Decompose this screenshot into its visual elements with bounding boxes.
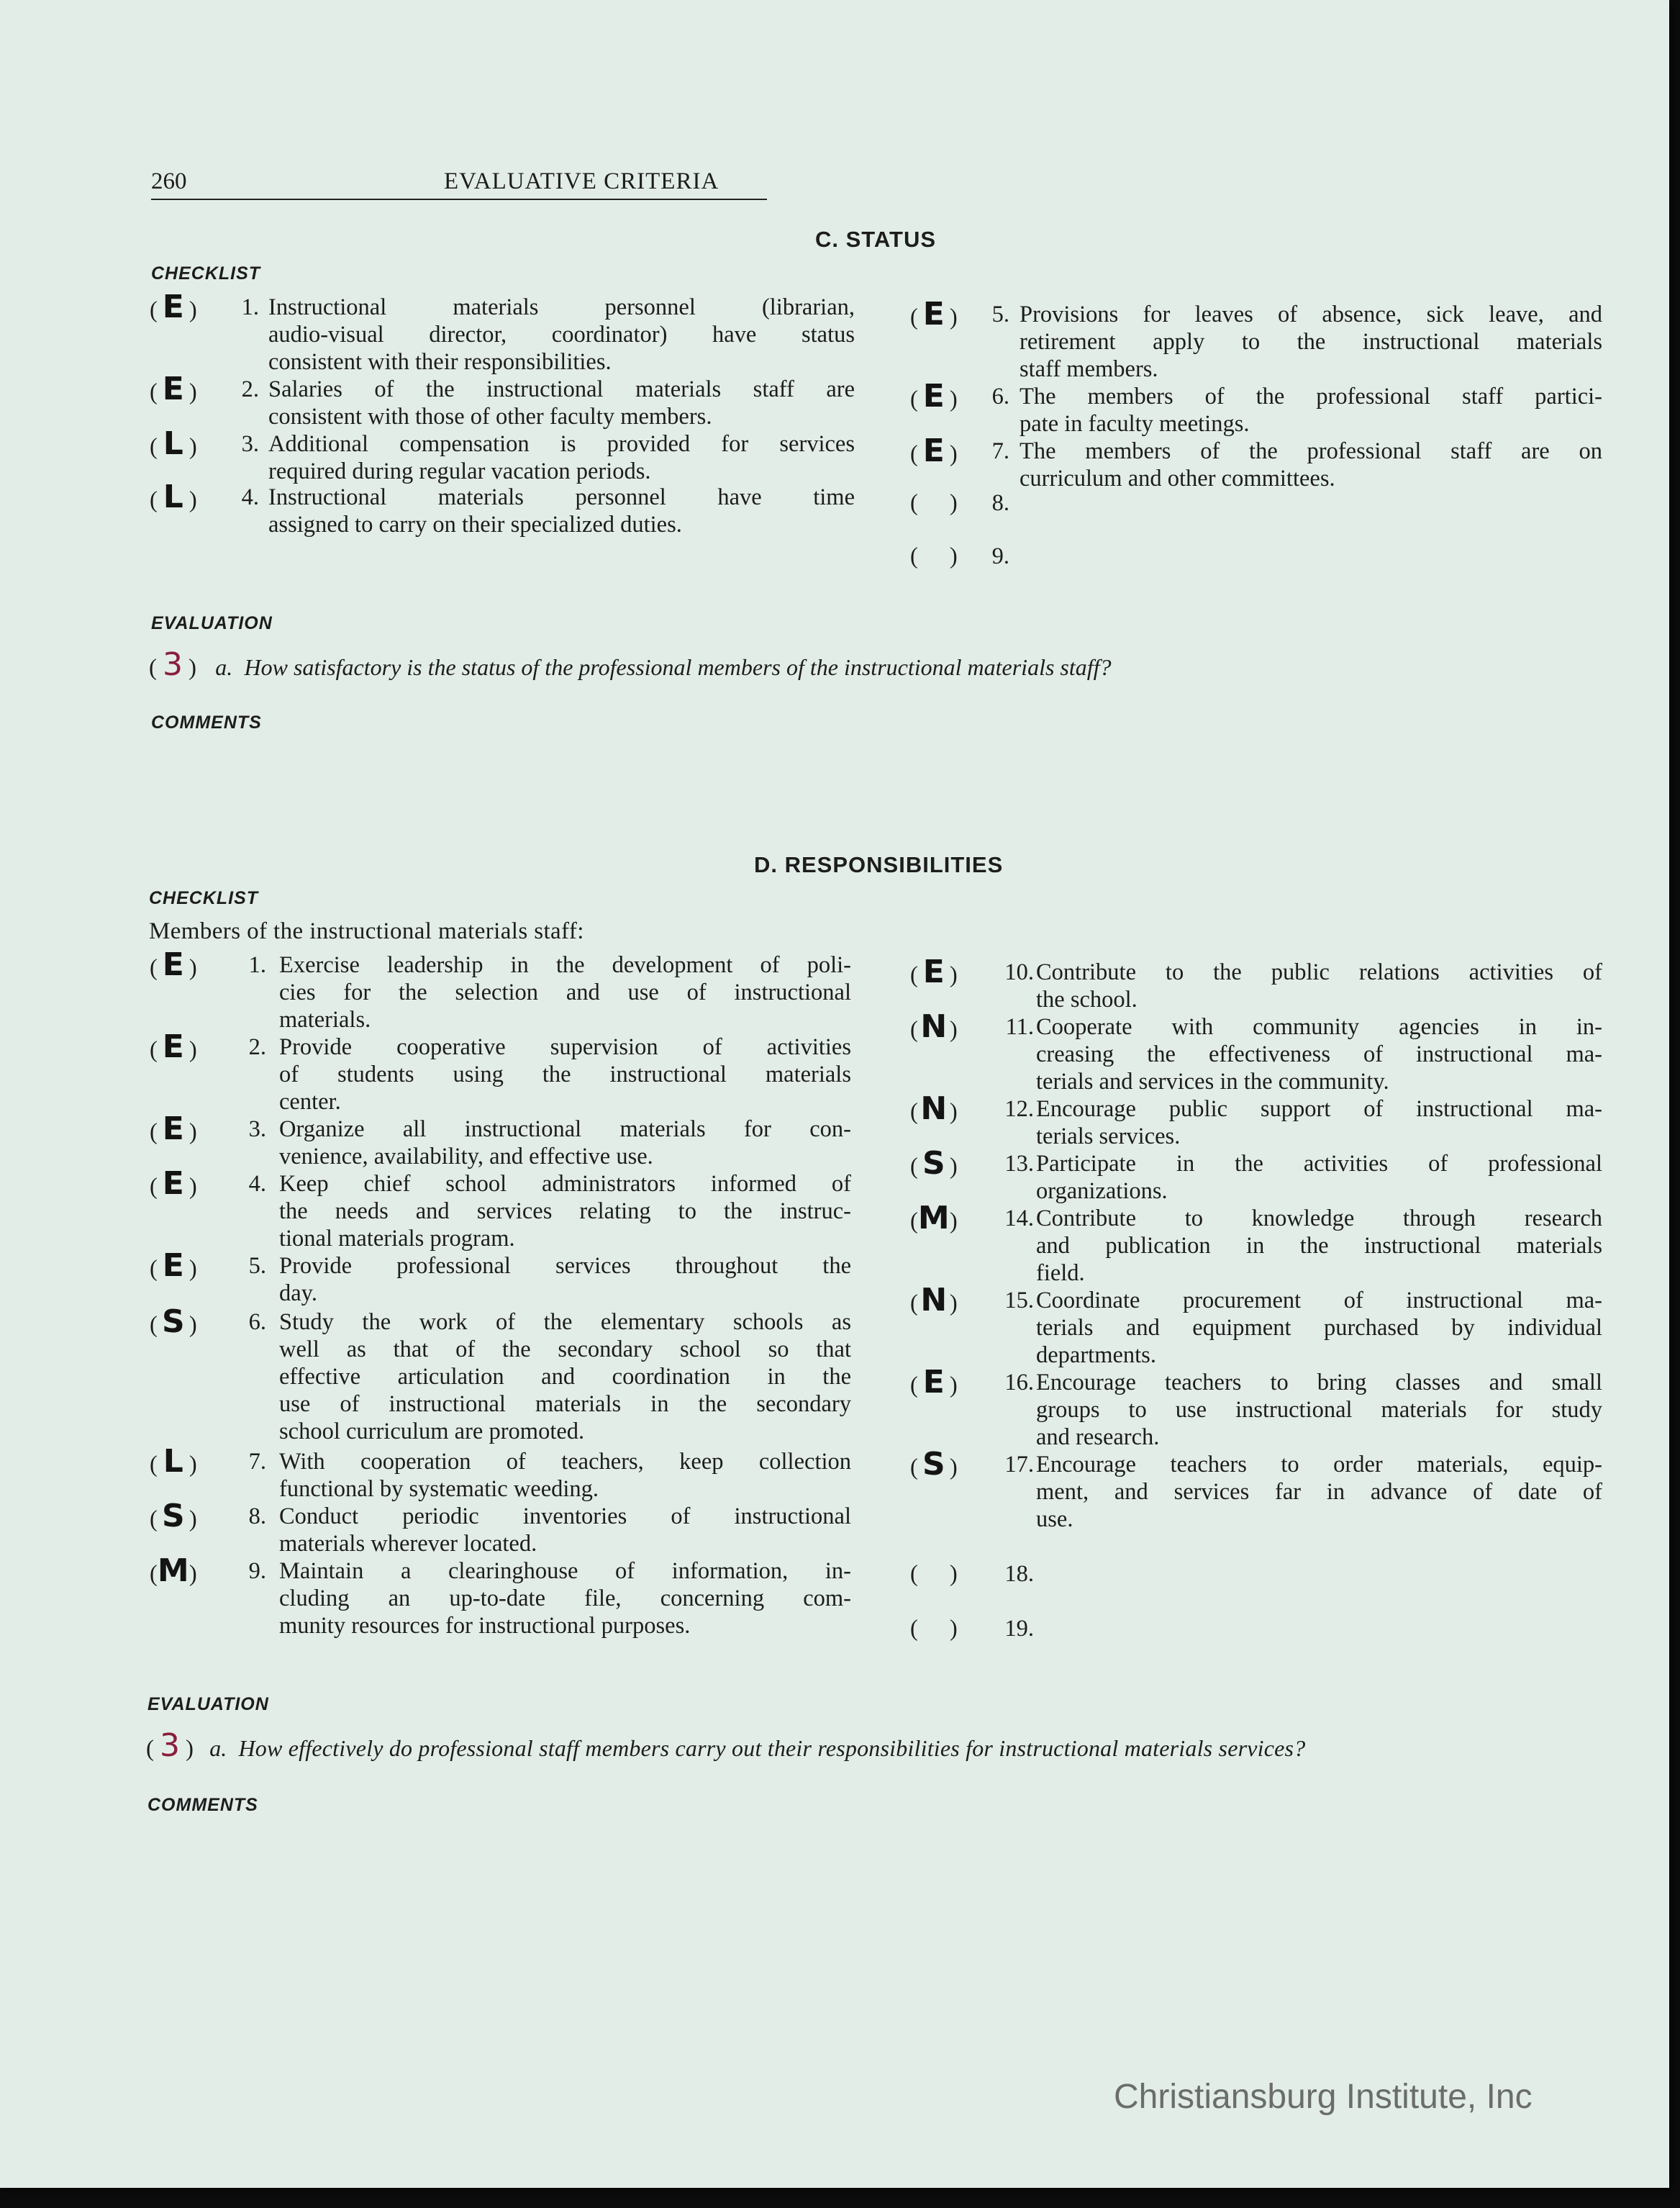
status-evaluation-row: ( 3 ) a. How satisfactory is the status of the professional members of the instructional materials staff? xyxy=(149,646,1112,683)
item-text-line: staff members. xyxy=(1020,356,1158,382)
item-text-line: Contribute to knowledge through research xyxy=(1036,1205,1602,1231)
item-text xyxy=(279,1557,851,1639)
status-evaluation-mark: 3 xyxy=(163,646,183,683)
rating-mark[interactable]: ( S ) xyxy=(910,1446,958,1483)
item-text-line: terials services. xyxy=(1036,1123,1181,1149)
rating-mark[interactable]: (N ) xyxy=(910,1008,958,1045)
checklist-item xyxy=(910,543,1602,570)
item-text-line: Participate in the activities of professional xyxy=(1036,1151,1602,1177)
item-text xyxy=(1036,1369,1602,1451)
rating-mark[interactable]: (M) xyxy=(910,1200,958,1236)
rating-mark[interactable]: ( ) xyxy=(910,1561,958,1587)
item-text-line: field. xyxy=(1036,1260,1085,1286)
responsibilities-intro: Members of the instructional materials staff: xyxy=(149,918,584,944)
checklist-item xyxy=(910,1615,1602,1642)
running-title: EVALUATIVE CRITERIA xyxy=(444,168,719,194)
item-text-line: creasing the effectiveness of instructional ma- xyxy=(1036,1041,1602,1067)
item-text-line: Encourage public support of instructional ma- xyxy=(1036,1096,1602,1122)
checklist-item xyxy=(150,1303,851,1445)
checklist-item xyxy=(150,1552,851,1639)
item-number: 12. xyxy=(1004,1096,1034,1122)
item-text-line: assigned to carry on their specialized duties. xyxy=(268,512,682,538)
checklist-item xyxy=(910,433,1602,492)
item-text-line: retirement apply to the instructional materials xyxy=(1020,329,1602,355)
checklist-item xyxy=(910,489,1602,517)
item-text xyxy=(268,484,855,538)
checklist-item xyxy=(150,1028,851,1116)
item-number: 7. xyxy=(248,1449,266,1475)
rating-mark[interactable]: ( ) xyxy=(910,1616,958,1642)
checklist-item xyxy=(150,946,851,1033)
item-number: 10. xyxy=(1004,959,1034,985)
item-text-line: cluding an up-to-date file, concerning com- xyxy=(279,1585,851,1611)
item-text-line: tional materials program. xyxy=(279,1226,515,1252)
item-text-line: Provide professional services throughout the xyxy=(279,1253,851,1279)
checklist-item xyxy=(910,378,1602,437)
handwritten-rating: E xyxy=(162,371,184,407)
checklist-item xyxy=(910,1200,1602,1287)
rating-mark[interactable]: ( E ) xyxy=(150,1165,197,1202)
handwritten-rating: E xyxy=(162,289,184,325)
responsibilities-evaluation-letter: a. xyxy=(209,1735,227,1761)
checklist-item xyxy=(910,1560,1602,1588)
item-text-line: Conduct periodic inventories of instructional xyxy=(279,1503,851,1529)
watermark: Christiansburg Institute, Inc xyxy=(1114,2078,1533,2116)
item-text-line: Contribute to the public relations activities of xyxy=(1036,959,1602,985)
handwritten-rating: N xyxy=(920,1282,948,1318)
checklist-item xyxy=(910,1364,1602,1451)
checklist-item xyxy=(910,1008,1602,1095)
checklist-item xyxy=(910,1145,1602,1205)
rating-mark[interactable]: ( S ) xyxy=(910,1145,958,1182)
item-text-line: terials and equipment purchased by individual xyxy=(1036,1315,1602,1341)
responsibilities-section-title: D. RESPONSIBILITIES xyxy=(754,852,1004,877)
item-text xyxy=(1020,301,1602,383)
rating-mark[interactable]: (N ) xyxy=(910,1090,958,1127)
handwritten-rating: N xyxy=(920,1090,948,1127)
rating-mark[interactable]: ( S ) xyxy=(150,1303,197,1340)
rating-mark[interactable]: ( E ) xyxy=(910,378,958,415)
item-number: 16. xyxy=(1004,1370,1034,1395)
item-text-line: school curriculum are promoted. xyxy=(279,1419,585,1444)
item-text-line: The members of the professional staff are on xyxy=(1020,438,1602,464)
item-text-line: Study the work of the elementary schools as xyxy=(279,1309,851,1335)
rating-mark[interactable]: ( ) xyxy=(910,543,958,569)
rating-mark[interactable]: ( E ) xyxy=(910,296,958,332)
item-text-line: Provide cooperative supervision of activities xyxy=(279,1034,851,1060)
running-header xyxy=(151,167,767,200)
handwritten-rating: E xyxy=(162,1110,184,1147)
item-text-line: Instructional materials personnel have time xyxy=(268,484,855,510)
item-number: 1. xyxy=(241,294,259,320)
handwritten-rating: E xyxy=(162,946,184,983)
item-text xyxy=(268,376,855,430)
checklist-item xyxy=(150,1498,851,1557)
rating-mark[interactable]: ( E ) xyxy=(150,1028,197,1065)
item-text-line: venience, availability, and effective use. xyxy=(279,1144,653,1169)
item-text xyxy=(1036,1205,1602,1287)
item-text-line: materials wherever located. xyxy=(279,1531,537,1557)
rating-mark[interactable]: ( E ) xyxy=(150,371,197,407)
handwritten-rating: S xyxy=(161,1303,185,1340)
item-text-line: Encourage teachers to order materials, equip- xyxy=(1036,1452,1602,1478)
rating-mark[interactable]: ( E ) xyxy=(910,954,958,990)
responsibilities-checklist-label: CHECKLIST xyxy=(149,888,259,908)
status-evaluation-letter: a. xyxy=(215,654,233,680)
item-text-line: munity resources for instructional purposes. xyxy=(279,1613,691,1639)
item-number: 7. xyxy=(991,438,1009,464)
rating-mark[interactable]: ( S ) xyxy=(150,1498,197,1534)
rating-mark[interactable]: ( E ) xyxy=(910,1364,958,1401)
item-text-line: Instructional materials personnel (librarian, xyxy=(268,294,855,320)
item-text-line: Keep chief school administrators informed of xyxy=(279,1171,851,1197)
handwritten-rating: L xyxy=(163,1443,183,1480)
item-text-line: Coordinate procurement of instructional ma- xyxy=(1036,1288,1602,1313)
item-number: 18. xyxy=(1004,1561,1034,1587)
rating-mark[interactable]: ( L ) xyxy=(150,1443,197,1480)
item-text xyxy=(279,1503,851,1557)
checklist-item xyxy=(150,371,855,430)
item-text-line: curriculum and other committees. xyxy=(1020,466,1335,492)
item-number: 6. xyxy=(991,384,1009,410)
status-section-title: C. STATUS xyxy=(815,227,937,252)
item-text-line: Cooperate with community agencies in in- xyxy=(1036,1014,1602,1040)
item-text xyxy=(279,951,851,1033)
handwritten-rating: L xyxy=(163,479,183,515)
handwritten-rating: E xyxy=(922,954,945,990)
responsibilities-evaluation-row: ( 3 ) a. How effectively do professional staff members carry out their responsibilities for instructional materials services? xyxy=(146,1727,1306,1764)
handwritten-rating: E xyxy=(162,1247,184,1284)
item-text xyxy=(279,1252,851,1307)
item-text xyxy=(279,1448,851,1503)
rating-mark[interactable]: (N ) xyxy=(910,1282,958,1318)
handwritten-rating: E xyxy=(922,433,945,469)
item-text-line: Encourage teachers to bring classes and small xyxy=(1036,1370,1602,1395)
item-text-line: effective articulation and coordination in the xyxy=(279,1364,851,1390)
item-text-line: Salaries of the instructional materials staff are xyxy=(268,376,855,402)
checklist-item xyxy=(150,1165,851,1252)
item-text xyxy=(268,430,855,485)
item-text xyxy=(1020,438,1602,492)
rating-mark[interactable]: ( E ) xyxy=(150,1110,197,1147)
handwritten-rating: M xyxy=(157,1552,189,1589)
checklist-item xyxy=(910,1446,1602,1533)
checklist-item xyxy=(150,1443,851,1503)
checklist-item xyxy=(150,289,855,375)
item-text-line: groups to use instructional materials for study xyxy=(1036,1397,1602,1423)
handwritten-rating: S xyxy=(922,1446,945,1483)
item-text-line: day. xyxy=(279,1280,317,1306)
item-text-line: audio-visual director, coordinator) have status xyxy=(268,322,855,348)
responsibilities-evaluation-label: EVALUATION xyxy=(147,1694,269,1714)
item-text xyxy=(268,294,855,376)
item-text xyxy=(279,1308,851,1445)
item-text-line: ment, and services far in advance of date of xyxy=(1036,1479,1602,1505)
item-text-line: consistent with their responsibilities. xyxy=(268,349,612,375)
rating-mark[interactable]: (M) xyxy=(150,1552,197,1589)
item-text-line: consistent with those of other faculty members. xyxy=(268,404,712,430)
item-number: 13. xyxy=(1004,1151,1034,1177)
checklist-item xyxy=(910,1282,1602,1369)
item-number: 4. xyxy=(241,484,259,510)
item-text-line: functional by systematic weeding. xyxy=(279,1476,599,1502)
item-text-line: well as that of the secondary school so that xyxy=(279,1336,851,1362)
checklist-item xyxy=(150,1247,851,1307)
item-number: 6. xyxy=(248,1309,266,1335)
rating-mark[interactable]: ( E ) xyxy=(150,289,197,325)
item-number: 5. xyxy=(248,1253,266,1279)
item-number: 2. xyxy=(241,376,259,402)
item-number: 4. xyxy=(248,1171,266,1197)
item-number: 8. xyxy=(991,490,1009,516)
handwritten-rating: S xyxy=(161,1498,185,1534)
item-number: 19. xyxy=(1004,1616,1034,1642)
item-text-line: terials and services in the community. xyxy=(1036,1069,1389,1095)
item-number: 9. xyxy=(991,543,1009,569)
item-text xyxy=(279,1116,851,1170)
item-number: 15. xyxy=(1004,1288,1034,1313)
rating-mark[interactable]: ( E ) xyxy=(150,946,197,983)
item-text-line: Exercise leadership in the development of poli- xyxy=(279,952,851,978)
checklist-item xyxy=(150,425,855,484)
item-text xyxy=(1036,1013,1602,1095)
rating-mark[interactable]: ( ) xyxy=(910,490,958,516)
item-number: 5. xyxy=(991,302,1009,327)
item-text-line: The members of the professional staff partici- xyxy=(1020,384,1602,410)
responsibilities-comments-label: COMMENTS xyxy=(147,1795,258,1815)
handwritten-rating: L xyxy=(163,425,183,462)
item-text-line: and publication in the instructional materials xyxy=(1036,1233,1602,1259)
page-number: 260 xyxy=(151,168,187,194)
checklist-item xyxy=(910,954,1602,1013)
item-number: 3. xyxy=(248,1116,266,1142)
checklist-item xyxy=(910,296,1602,382)
item-text-line: organizations. xyxy=(1036,1178,1168,1204)
item-text xyxy=(1020,383,1602,438)
checklist-item xyxy=(150,1110,851,1170)
item-text-line: and research. xyxy=(1036,1424,1160,1450)
handwritten-rating: E xyxy=(922,378,945,415)
item-number: 9. xyxy=(248,1558,266,1584)
item-text-line: required during regular vacation periods. xyxy=(268,458,651,484)
handwritten-rating: E xyxy=(922,296,945,332)
handwritten-rating: E xyxy=(162,1028,184,1065)
handwritten-rating: S xyxy=(922,1145,945,1182)
item-text-line: Additional compensation is provided for services xyxy=(268,431,855,457)
item-text-line: Maintain a clearinghouse of information, in- xyxy=(279,1558,851,1584)
item-text xyxy=(1036,1287,1602,1369)
item-text-line: With cooperation of teachers, keep collection xyxy=(279,1449,851,1475)
item-text-line: of students using the instructional materials xyxy=(279,1062,851,1087)
item-number: 14. xyxy=(1004,1205,1034,1231)
rating-mark[interactable]: ( E ) xyxy=(910,433,958,469)
item-text xyxy=(279,1170,851,1252)
item-text-line: the school. xyxy=(1036,987,1138,1013)
item-text-line: the needs and services relating to the instruc- xyxy=(279,1198,851,1224)
item-text-line: cies for the selection and use of instructional xyxy=(279,979,851,1005)
responsibilities-evaluation-question: How effectively do professional staff members carry out their responsibilities for instructional materials services? xyxy=(238,1735,1306,1761)
item-text-line: use of instructional materials in the secondary xyxy=(279,1391,851,1417)
item-text-line: Provisions for leaves of absence, sick leave, and xyxy=(1020,302,1602,327)
item-number: 1. xyxy=(248,952,266,978)
responsibilities-evaluation-mark: 3 xyxy=(160,1727,180,1764)
checklist-item xyxy=(150,479,855,538)
item-text xyxy=(1036,1095,1602,1150)
item-text xyxy=(279,1033,851,1116)
item-number: 17. xyxy=(1004,1452,1034,1478)
rating-mark[interactable]: ( L ) xyxy=(150,425,197,462)
item-text xyxy=(1036,959,1602,1013)
item-text xyxy=(1036,1451,1602,1533)
rating-mark[interactable]: ( E ) xyxy=(150,1247,197,1284)
handwritten-rating: N xyxy=(920,1008,948,1045)
item-text-line: Organize all instructional materials for con- xyxy=(279,1116,851,1142)
item-number: 3. xyxy=(241,431,259,457)
item-text-line: use. xyxy=(1036,1506,1073,1532)
rating-mark[interactable]: ( L ) xyxy=(150,479,197,515)
item-text xyxy=(1036,1150,1602,1205)
status-checklist-label: CHECKLIST xyxy=(151,263,261,284)
item-text-line: materials. xyxy=(279,1007,371,1033)
item-text-line: departments. xyxy=(1036,1342,1156,1368)
handwritten-rating: E xyxy=(922,1364,945,1401)
checklist-item xyxy=(910,1090,1602,1150)
status-comments-label: COMMENTS xyxy=(151,712,262,733)
status-evaluation-question: How satisfactory is the status of the professional members of the instructional materials staff? xyxy=(244,654,1112,680)
item-text-line: center. xyxy=(279,1089,341,1115)
item-text-line: pate in faculty meetings. xyxy=(1020,411,1250,437)
item-number: 8. xyxy=(248,1503,266,1529)
handwritten-rating: M xyxy=(917,1200,950,1236)
item-number: 11. xyxy=(1005,1014,1034,1040)
status-evaluation-label: EVALUATION xyxy=(151,613,273,633)
item-number: 2. xyxy=(248,1034,266,1060)
handwritten-rating: E xyxy=(162,1165,184,1202)
